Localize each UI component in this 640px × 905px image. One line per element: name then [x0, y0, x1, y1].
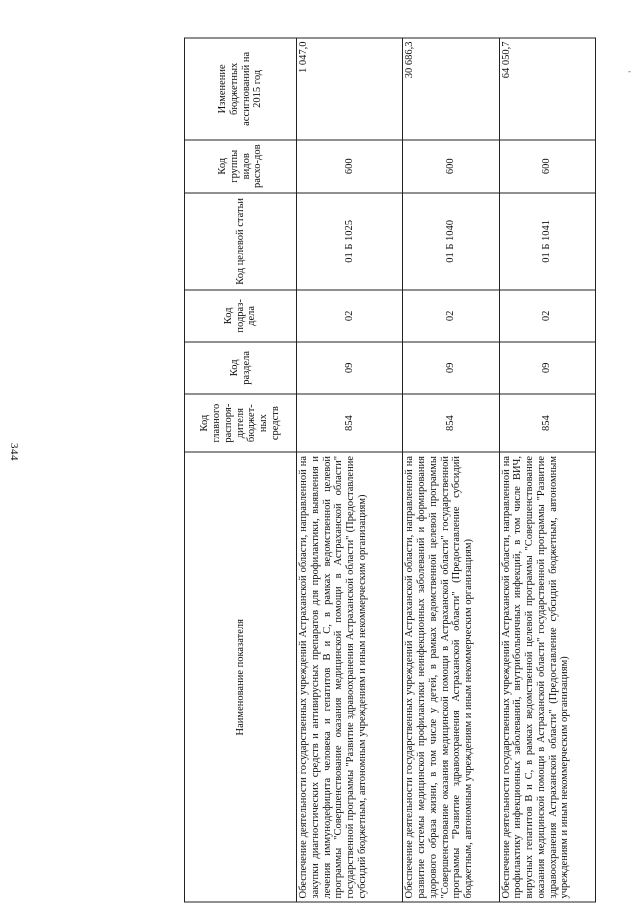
row-csr: 01 Б 1040	[403, 193, 499, 290]
table-row	[403, 38, 499, 902]
row-pr: 02	[403, 290, 499, 342]
row-csr: 01 Б 1041	[499, 193, 595, 290]
row-rz: 09	[499, 342, 595, 394]
row-gr: 854	[499, 394, 595, 453]
row-pr: 02	[499, 290, 595, 342]
header-vr: Код группы видов расхо-дов	[185, 140, 297, 193]
rotated-table-sheet	[184, 38, 596, 903]
row-vr: 600	[499, 140, 595, 193]
header-rz: Код раздела	[185, 342, 297, 394]
row-vr: 600	[403, 140, 499, 193]
row-rz: 09	[403, 342, 499, 394]
row-gr: 854	[297, 394, 403, 453]
row-vr: 600	[297, 140, 403, 193]
header-row	[185, 38, 297, 902]
budget-table	[184, 38, 596, 903]
row-rz: 09	[297, 342, 403, 394]
header-csr: Код целевой статьи	[185, 193, 297, 290]
row-amount: 30 686,3	[403, 38, 499, 140]
row-gr: 854	[403, 394, 499, 453]
table-row	[297, 38, 403, 902]
header-gr: Код главного распоря-дителя бюджет-ных средств	[185, 394, 297, 453]
header-amount: Изменение бюджетных ассигнований на 2015 год	[185, 38, 297, 140]
page-number: 344	[8, 443, 20, 461]
header-name: Наименование показателя	[185, 453, 297, 903]
row-amount: 1 047,0	[297, 38, 403, 140]
row-csr: 01 Б 1025	[297, 193, 403, 290]
table-row	[499, 38, 595, 902]
row-name: Обеспечение деятельности государственных учреждений Астраханской области, направленной на развитие системы медицинской профилактики неинфекционных заболеваний и формирования здорового образа жизни, в том числе у детей, в рамках ведомственной целевой программы "Совершенствование оказания медицинской помощи в Астраханской области" государственной программы "Развитие здравоохранения Астраханской области" (Предоставление субсидий бюджетным, автономным учреждениям и иным некоммерческим организациям)	[403, 453, 499, 903]
row-name: Обеспечение деятельности государственных учреждений Астраханской области, направленной на закупки диагностических средств и антивирусных препаратов для профилактики, выявления и лечения иммунодефицита человека и гепатитов В и С, в рамках ведомственной целевой программы "Совершенствование оказания медицинской помощи в Астраханской области" государственной программы "Развитие здравоохранения Астраханской области" (Предоставление субсидий бюджетным, автономным учреждениям и иным некоммерческим организациям)	[297, 453, 403, 903]
header-pr: Код подраз-дела	[185, 290, 297, 342]
row-pr: 02	[297, 290, 403, 342]
row-amount: 64 050,7	[499, 38, 595, 140]
row-name: Обеспечение деятельности государственных учреждений Астраханской области, направленной на профилактику инфекционных заболеваний, внутрибольничных инфекций, в том числе ВИЧ, вирусных гепатитов В и С, в рамках ведомственной целевой программы "Совершенствование оказания медицинской помощи в Астраханской области" государственной программы "Развитие здравоохранения Астраханской области" (Предоставление субсидий бюджетным, автономным учреждениям и иным некоммерческим организациям)	[499, 453, 595, 903]
scan-speck: -	[628, 66, 631, 76]
